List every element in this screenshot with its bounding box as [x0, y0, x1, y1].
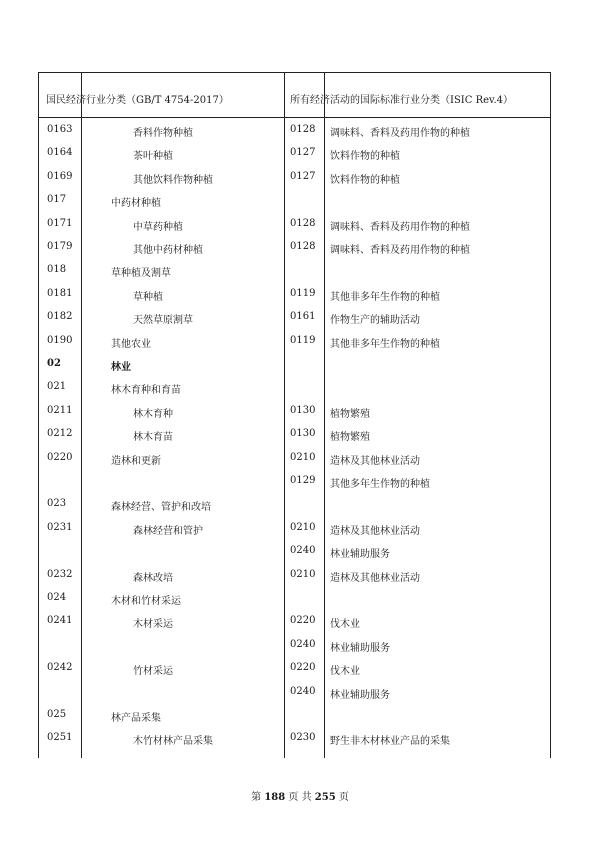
gb-name: 造林和更新: [111, 455, 161, 467]
gb-code: 0231: [47, 521, 73, 533]
isic-code: 0127: [290, 147, 316, 159]
gb-name: 林木育种和育苗: [111, 385, 181, 397]
isic-code: 0119: [290, 334, 316, 346]
table-row: [39, 635, 550, 658]
isic-name: 造林及其他林业活动: [330, 572, 420, 584]
gb-name: 其他饮料作物种植: [133, 174, 213, 186]
gb-code: 0181: [47, 287, 73, 299]
gb-name: 中草药种植: [133, 221, 183, 233]
gb-name: 木材采运: [133, 619, 173, 631]
gb-name: 森林经营和管护: [133, 525, 203, 537]
table-row: [39, 237, 550, 260]
gb-name: 竹材采运: [133, 666, 173, 678]
isic-code: 0240: [290, 638, 316, 650]
gb-code: 0241: [47, 615, 73, 627]
table-row: [39, 541, 550, 564]
isic-code: 0128: [290, 241, 316, 252]
gb-name: 木材和竹材采运: [111, 596, 181, 607]
table-row: [39, 260, 550, 283]
isic-code: 0128: [290, 217, 316, 229]
isic-code: 0230: [290, 732, 316, 744]
table-row: [39, 565, 550, 588]
gb-name: 木竹材林产品采集: [133, 736, 213, 748]
table-row: [39, 120, 550, 143]
gb-code: 0169: [47, 170, 73, 182]
gb-code: 02: [47, 358, 61, 369]
table-row: [39, 518, 550, 541]
gb-code: 0182: [47, 311, 73, 323]
gb-name: 茶叶种植: [133, 151, 173, 163]
footer-total-pages: 255: [314, 792, 336, 803]
isic-code: 0240: [290, 685, 316, 697]
table-row: [39, 658, 550, 681]
gb-name: 森林经营、管护和改培: [111, 502, 211, 514]
isic-name: 植物繁殖: [330, 432, 370, 444]
isic-code: 0128: [290, 124, 316, 135]
gb-name: 其他农业: [111, 338, 151, 350]
header-isic-classification: 所有经济活动的国际标准行业分类（ISIC Rev.4）: [290, 95, 514, 106]
isic-name: 植物繁殖: [330, 408, 370, 420]
isic-name: 伐木业: [330, 666, 360, 678]
page-footer: [0, 788, 600, 803]
isic-code: 0130: [290, 404, 316, 416]
footer-suffix: 页: [338, 792, 349, 803]
isic-code: 0119: [290, 287, 316, 299]
gb-code: 0163: [47, 124, 73, 135]
table-row: [39, 167, 550, 190]
isic-name: 其他非多年生作物的种植: [330, 338, 440, 350]
isic-name: 饮料作物的种植: [330, 151, 400, 163]
footer-middle: 页 共: [288, 792, 312, 803]
table-row: [39, 471, 550, 494]
isic-name: 林业辅助服务: [330, 642, 390, 654]
isic-code: 0220: [290, 662, 316, 674]
table-row: [39, 728, 550, 751]
isic-name: 伐木业: [330, 619, 360, 631]
table-row: [39, 331, 550, 354]
gb-code: 0212: [47, 428, 73, 440]
isic-name: 造林及其他林业活动: [330, 525, 420, 537]
classification-table: [38, 72, 551, 758]
gb-code: 017: [47, 194, 67, 206]
isic-name: 作物生产的辅助活动: [330, 315, 420, 327]
isic-code: 0127: [290, 170, 316, 182]
table-row: [39, 611, 550, 634]
table-row: [39, 448, 550, 471]
isic-code: 0161: [290, 311, 316, 323]
table-row: [39, 424, 550, 447]
gb-name: 林木育种: [133, 408, 173, 420]
footer-prefix: 第: [251, 792, 262, 803]
table-row: [39, 705, 550, 728]
gb-name: 林业: [111, 362, 131, 373]
table-row: [39, 588, 550, 611]
isic-name: 林业辅助服务: [330, 549, 390, 561]
table-row: [39, 682, 550, 705]
gb-name: 其他中药材种植: [133, 245, 203, 256]
table-row: [39, 190, 550, 213]
gb-code: 0190: [47, 334, 73, 346]
gb-name: 天然草原割草: [133, 315, 193, 327]
isic-code: 0130: [290, 428, 316, 440]
table-row: [39, 214, 550, 237]
gb-name: 林产品采集: [111, 713, 161, 724]
gb-name: 香料作物种植: [133, 128, 193, 139]
table-row: [39, 494, 550, 517]
gb-code: 0242: [47, 662, 73, 674]
isic-name: 调味料、香料及药用作物的种植: [330, 245, 470, 256]
gb-name: 草种植及割草: [111, 268, 171, 280]
gb-code: 024: [47, 592, 67, 603]
isic-code: 0240: [290, 545, 316, 557]
gb-code: 018: [47, 264, 67, 276]
gb-code: 0232: [47, 568, 73, 580]
isic-name: 其他多年生作物的种植: [330, 479, 430, 490]
isic-name: 造林及其他林业活动: [330, 455, 420, 467]
gb-code: 0251: [47, 732, 73, 744]
table-row: [39, 354, 550, 377]
isic-name: 其他非多年生作物的种植: [330, 291, 440, 303]
gb-name: 森林改培: [133, 572, 173, 584]
isic-name: 饮料作物的种植: [330, 174, 400, 186]
gb-code: 0171: [47, 217, 73, 229]
isic-code: 0129: [290, 475, 316, 486]
gb-name: 林木育苗: [133, 432, 173, 444]
gb-code: 023: [47, 498, 67, 510]
header-gb-classification: 国民经济行业分类（GB/T 4754-2017）: [46, 95, 229, 106]
isic-code: 0220: [290, 615, 316, 627]
isic-name: 野生非木材林业产品的采集: [330, 736, 450, 748]
gb-name: 草种植: [133, 291, 163, 303]
header-divider: [39, 117, 550, 118]
isic-code: 0210: [290, 568, 316, 580]
footer-page-number: 188: [264, 792, 286, 803]
gb-code: 021: [47, 381, 67, 393]
table-row: [39, 307, 550, 330]
isic-code: 0210: [290, 451, 316, 463]
gb-code: 0220: [47, 451, 73, 463]
gb-code: 0211: [47, 404, 73, 416]
table-row: [39, 284, 550, 307]
gb-code: 0164: [47, 147, 73, 159]
gb-code: 0179: [47, 241, 73, 252]
gb-name: 中药材种植: [111, 198, 161, 210]
table-row: [39, 377, 550, 400]
isic-name: 林业辅助服务: [330, 689, 390, 701]
isic-name: 调味料、香料及药用作物的种植: [330, 221, 470, 233]
table-row: [39, 143, 550, 166]
isic-name: 调味料、香料及药用作物的种植: [330, 128, 470, 139]
table-row: [39, 401, 550, 424]
gb-code: 025: [47, 709, 67, 720]
isic-code: 0210: [290, 521, 316, 533]
